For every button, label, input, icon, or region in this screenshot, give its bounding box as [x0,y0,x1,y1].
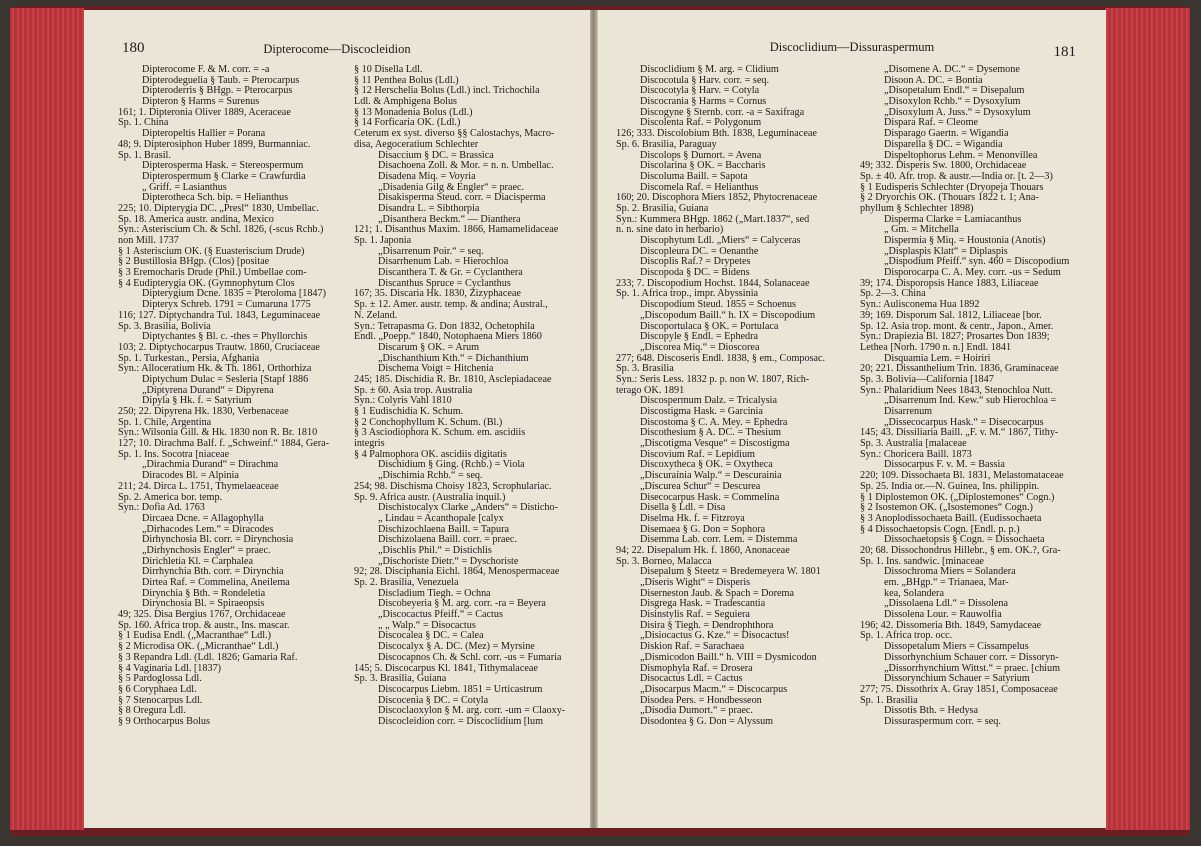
entry-line: Disperma Clarke = Lamiacanthus [884,213,1022,225]
entry-line: disa, Aegoceratium Schlechter [354,138,479,150]
entry-line: 211; 24. Dirca L. 1751, Thymelaeaceae [118,480,279,492]
entry-line: Diserneston Jaub. & Spach = Dorema [640,587,794,599]
entry-line: Discoclaoxylon § M. arg. corr. -um = Claoxy- [378,705,566,717]
entry-line: „Diseris Wight“ = Disperis [640,577,751,588]
entry-line: Dipterosperma Hask. = Stereospermum [142,160,304,172]
entry-line: „Disopetalum Endl.“ = Disepalum [884,85,1025,97]
left-running-head: Dipterocome—Discocleidion [263,42,411,56]
entry-line: „Dissolaena Ldl.“ = Dissolena [884,598,1009,610]
entry-line: Disporocarpa C. A. Mey. corr. -us = Sedum [884,267,1061,279]
entry-line: § 2 Microdisa OK. („Micranthae“ Ldl.) [118,641,279,653]
entry-line: „ Lindau = Acanthopale [calyx [378,512,504,524]
entry-line: Disepalum § Steetz = Bredemeyera W. 1801 [640,566,821,578]
entry-line: „Disarrenum Poir.“ = seq. [378,245,484,257]
entry-line: „Disocarpus Macm.“ = Discocarpus [640,683,788,695]
entry-line: Discocotula § Harv. corr. = seq. [640,74,769,86]
entry-line: Discoplis Raf.? = Drypetes [640,256,751,268]
right-page [597,10,1106,828]
entry-line: Disella § Ldl. = Disa [640,502,726,514]
entry-line: § 3 Eremocharis Drude (Phil.) Umbellae com- [118,267,307,279]
entry-line: § 4 Dissochaetopsis Cogn. [Endl. p. p.) [860,523,1020,535]
entry-line: § 3 Anoplodissochaeta Baill. (Eudissochaeta [860,512,1042,524]
entry-line: „Discorea Miq.“ = Dioscorea [640,341,760,353]
entry-line: § 4 Palmophora OK. ascidiis digitatis [354,448,507,460]
entry-line: Discolenta Raf. = Polygonum [640,117,762,129]
entry-line: § 1 Asteriscium OK. (§ Euasteriscium Drude) [118,245,305,257]
entry-line: non Mill. 1737 [118,235,179,246]
entry-line: Dissocarpus F. v. M. = Bassia [884,459,1005,471]
entry-line: Syn.: Kummera BHgp. 1862 („Mart.1837“, sed [616,213,810,225]
entry-line: 126; 333. Discolobium Bth. 1838, Leguminaceae [616,128,817,140]
entry-line: Dipteryx Schreb. 1791 = Cumaruna 1775 [142,299,311,311]
entry-line: 161; 1. Dipteronia Oliver 1889, Aceraceae [118,106,291,118]
entry-line: Sp. 1. Ins. Socotra [niaceae [118,448,230,460]
entry-line: Sp. 3. Borneo, Malacca [616,555,712,567]
entry-line: N. Zeland. [354,309,398,321]
entry-line: Ceterum ex syst. diverso §§ Calostachys, Macro- [354,128,555,140]
entry-line: 49; 325. Disa Bergius 1767, Orchidaceae [118,609,286,621]
entry-line: Dischema Voigt = Hitchenia [378,363,494,375]
entry-line: § 1 Eudisa Endl. („Macranthae“ Ldl.) [118,630,272,642]
entry-line: „Dirhacodes Lem.“ = Diracodes [142,523,274,535]
entry-line: „Disodia Dumort.“ = praec. [640,705,753,717]
entry-line: Sp. 1. Japonia [354,235,412,246]
entry-line: „Dispodium Pfeiff.“ syn. 460 = Discopodium [884,256,1070,268]
entry-line: „Dischanthium Kth.“ = Dichanthium [378,352,529,364]
entry-line: Disodea Pers. = Hondbesseon [640,694,762,706]
entry-line: Sp. ± 40. Afr. trop. & austr.—India or. [t. 2—3) [860,170,1053,182]
book-gutter [590,10,597,828]
entry-line: 39; 174. Disporopsis Hance 1883, Liliaceae [860,277,1039,289]
entry-line: Sp. ± 12. Amer. austr. temp. & andina; Austral., [354,299,548,311]
entry-line: § 1 Eudisperis Schlechter (Dryopeja Thouars [860,181,1044,193]
entry-line: Endl. „Poepp.“ 1840, Notophaena Miers 1860 [354,331,542,343]
entry-line: 103; 2. Diptychocarpus Trautw. 1860, Cruciaceae [118,341,320,353]
entry-line: Dirichletia Kl. = Carphalea [142,555,253,567]
entry-line: Disandra L. = Sibthorpia [378,202,480,214]
entry-line: 39; 169. Disporum Sal. 1812, Liliaceae [bor. [860,309,1042,321]
entry-line: „Disanthera Beckm.“ — Dianthera [378,213,521,225]
left-column-2 [354,65,586,728]
entry-line: Sp. ± 60. Asia trop. Australia [354,384,473,396]
entry-line: Discocarpus Liebm. 1851 = Urticastrum [378,683,543,695]
entry-line: Dipteron § Harms = Surenus [142,96,260,108]
entry-line: 220; 109. Dissochaeta Bl. 1831, Melastomataceae [860,470,1064,482]
left-page [84,10,591,828]
entry-line: Disecocarpus Hask. = Commelina [640,491,780,503]
entry-line: 49; 332. Disperis Sw. 1800, Orchidaceae [860,160,1027,172]
entry-line: „Disoxylum A. Juss.“ = Dysoxylum [884,106,1031,118]
entry-line: „Discopodum Baill.“ h. IX = Discopodium [640,309,816,321]
entry-line: em. „BHgp.“ = Trianaea, Mar- [884,577,1009,588]
entry-line: phyllum § Schlechter 1898) [860,202,974,214]
entry-line: § 2 Bustillosia BHgp. (Clos) [positae [118,256,270,268]
entry-line: Sp. 1. Africa trop. occ. [860,630,953,642]
entry-line: Discocalyx § A. DC. (Mez) = Myrsine [378,641,535,653]
entry-line: kea, Solandera [884,587,944,599]
entry-line: Discladium Tiegh. = Ochna [378,587,491,599]
entry-line: Dirynchia § Bth. = Rondeletia [142,587,266,599]
entry-line: n. n. sine dato in herbario) [616,224,724,236]
entry-line: Discomela Raf. = Helianthus [640,181,759,193]
entry-line: „Dischlis Phil.“ = Distichlis [378,544,492,556]
entry-line: „Dischoriste Dietr.“ = Dyschoriste [378,555,519,567]
entry-line: „Dismicodon Baill.“ h. VIII = Dysmicodon [640,651,817,663]
entry-line: Discarum § OK. = Arum [378,341,480,353]
entry-line: Dissolena Lour. = Rauwolfia [884,609,1002,621]
entry-line: Syn.: Drapiezia Bl. 1827; Prosartes Don 1839; [860,331,1050,343]
entry-line: Discanthus Spruce = Cyclanthus [378,277,511,289]
entry-line: Syn.: Seris Less. 1832 p. p. non W. 1807, Rich- [616,373,810,385]
right-page-header [598,40,1106,62]
entry-line: Sp. 3. Bolivia—California [1847 [860,373,994,385]
entry-line: Disgrega Hask. = Tradescantia [640,598,766,610]
left-column-1 [118,65,348,728]
entry-line: 245; 185. Dischidia R. Br. 1810, Asclepiadaceae [354,373,552,385]
entry-line: Discophytum Ldl. „Miers“ = Calyceras [640,235,801,246]
entry-line: Disadena Miq. = Voyria [378,170,476,182]
entry-line: „Discotigma Vesque“ = Discostigma [640,438,790,450]
entry-line: Discospermum Dalz. = Tricalysia [640,395,778,407]
entry-line: Disachoena Zoll. & Mor. = n. n. Umbellac. [378,160,554,172]
entry-line: Syn.: Tetrapasma G. Don 1832, Ochetophila [354,320,535,332]
right-column-1 [616,65,852,728]
entry-line: Syn.: Colyris Vahl 1810 [354,395,452,407]
entry-line: terago OK. 1891 [616,384,685,396]
entry-line: Discostoma § C. A. Mey. = Ephedra [640,416,788,428]
entry-line: Dismophyla Raf. = Drosera [640,662,753,674]
entry-line: Sp. 25. India or.—N. Guinea, Ins. philippin. [860,480,1040,492]
entry-line: Dischidium § Ging. (Rchb.) = Viola [378,459,525,471]
entry-line: Sp. 12. Asia trop. mont. & centr., Japon., Amer. [860,320,1054,332]
entry-line: „Dischimia Rchb.“ = seq. [378,470,483,482]
left-page-number: 180 [122,40,145,56]
page-edges-right [1105,8,1190,830]
entry-line: Disarrhenum Lab. = Hierochloa [378,256,509,268]
open-book [10,6,1190,836]
entry-line: Discogyne § Sternb. corr. -a = Saxifraga [640,106,805,118]
entry-line: Diptychum Dulac = Sesleria [Stapf 1886 [142,373,309,385]
entry-line: 121; 1. Disanthus Maxim. 1866, Hamamelidaceae [354,224,559,236]
entry-line: Sp. 1. Brasil. [118,149,171,161]
entry-line: § 14 Forficaria OK. (Ldl.) [354,117,461,129]
entry-line: § 13 Monadenia Bolus (Ldl.) [354,106,473,118]
entry-line: Dipteropeltis Hallier = Porana [142,128,266,140]
entry-line: 20; 68. Dissochondrus Hillebr., § em. OK.?, Gra- [860,544,1061,556]
entry-line: Dissorhynchium Schauer corr. = Dissoryn- [884,651,1059,663]
entry-line: „Discuraínia Walp.“ = Descurainia [640,470,782,482]
right-running-head: Discoclidium—Dissuraspermum [769,40,935,54]
entry-line: Diracodes Bl. = Alpinia [142,470,239,482]
entry-line: Sp. 2—3. China [860,288,926,300]
entry-line: Syn.: Aulisconema Hua 1892 [860,299,980,311]
entry-line: § 3 Repandra Ldl. (Ldl. 1826; Gamaria Raf. [118,651,298,663]
entry-line: Dischizolaena Baill. corr. = praec. [378,534,517,546]
entry-line: Disocactus Ldl. = Cactus [640,673,743,685]
entry-line: Discoclidium § M. arg. = Clidium [640,65,779,75]
entry-line: Discocleidion corr. = Discoclidium [lum [378,715,544,727]
entry-line: § 9 Orthocarpus Bolus [118,715,210,727]
entry-line: Dissuraspermum corr. = seq. [884,715,1001,727]
entry-line: Dissopetalum Miers = Cissampelus [884,641,1029,653]
entry-line: Sp. 3. Brasilia [616,363,674,375]
entry-line: § 4 Vaginaria Ldl. [1837) [118,662,222,674]
entry-line: Dirtea Raf. = Commelina, Aneilema [142,577,290,588]
entry-line: 116; 127. Diptychandra Tul. 1843, Leguminaceae [118,309,321,321]
entry-line: § 8 Oregura Ldl. [118,705,186,717]
entry-line: Syn.: Dofia Ad. 1763 [118,502,205,514]
entry-line: Discostigma Hask. = Garcinia [640,406,763,417]
entry-line: integris [354,438,385,450]
entry-line: § 12 Herschelia Bolus (Ldl.) incl. Trichochila [354,85,540,97]
entry-line: „Displaspis Klatt“ = Diplaspis [884,245,1008,257]
left-page-header [84,40,590,62]
entry-line: § 3 Asciodiophora K. Schum. em. ascidiis [354,427,526,439]
entry-line: 160; 20. Discophora Miers 1852, Phytocrenaceae [616,192,818,204]
entry-line: Dissochroma Miers = Solandera [884,566,1016,578]
entry-line: 94; 22. Disepalum Hk. f. 1860, Anonaceae [616,544,790,556]
entry-line: Dissotis Bth. = Hedysa [884,705,979,717]
entry-line: „Discurea Schur“ = Descurea [640,480,761,492]
right-column-2 [860,65,1100,728]
entry-line: 167; 35. Discaria Hk. 1830, Zizyphaceae [354,288,521,300]
entry-line: Disparella § DC. = Wigandia [884,138,1003,150]
entry-line: „Disadenia Gilg & Engler“ = praec. [378,181,525,193]
entry-line: § 11 Penthea Bolus (Ldl.) [354,74,459,86]
entry-line: Sp. 1. Ins. sandwic. [minaceae [860,555,984,567]
entry-line: Discoluma Baill. = Sapota [640,170,748,182]
entry-line: 127; 10. Dirachma Balf. f. „Schweinf.“ 1884, Gera- [118,438,330,450]
entry-line: Discoxytheca § OK. = Oxytheca [640,459,773,471]
entry-line: Disarrenum [884,406,933,417]
entry-line: Discanthera T. & Gr. = Cyclanthera [378,267,523,279]
entry-line: Syn.: Alloceratium Hk. & Th. 1861, Orthorhiza [118,363,312,375]
entry-line: „Dirhynchosis Engler“ = praec. [142,544,271,556]
entry-line: Dipterygium Dcne. 1835 = Pteroloma [1847) [142,288,326,300]
entry-line: Discobeyeria § M. arg. corr. -ra = Beyera [378,598,546,610]
page-edges-left [10,8,84,830]
entry-line: Discocapnos Ch. & Schl. corr. -us = Fumaria [378,651,562,663]
entry-line: Sp. 3. Brasilia, Bolivia [118,320,211,332]
entry-line: Disoon A. DC. = Bontia [884,74,983,86]
entry-line: Dispeltophorus Lehm. = Menonvillea [884,149,1038,161]
entry-line: „ Gm. = Mitchella [884,224,959,236]
entry-line: 277; 75. Dissothrix A. Gray 1851, Composaceae [860,683,1058,695]
entry-line: Sp. 18. America austr. andina, Mexico [118,213,274,225]
entry-line: „Discocactus Pfeiff.“ = Cactus [378,609,503,621]
entry-line: Dispermia § Miq. = Houstonia (Anotis) [884,235,1046,246]
entry-line: Sp. 3. Brasilia, Guiana [354,673,447,685]
entry-line: 20; 221. Dissanthelium Trin. 1836, Gramínaceae [860,363,1059,375]
entry-line: Sp. 1. Africa trop., impr. Abyssinia [616,288,759,300]
entry-line: 277; 648. Discoseris Endl. 1838, § em., Composac. [616,352,826,364]
entry-line: Discoportulaca § OK. = Portulaca [640,320,779,332]
entry-line: § 4 Eudipterygia OK. (Gymnophytum Clos [118,277,295,289]
entry-line: 48; 9. Dipterosiphon Huber 1899, Burmanniac. [118,138,311,150]
entry-line: Dipteroderris § BHgp. = Pterocarpus [142,85,293,97]
entry-line: Diskion Raf. = Sarachaea [640,641,745,653]
entry-line: Dipyla § Hk. f. = Satyrium [142,395,252,407]
entry-line: Sp. 6. Brasilia, Paraguay [616,138,717,150]
entry-line: Dipterotheca Sch. bip. = Helianthus [142,192,289,204]
entry-line: 254; 98. Dischisma Choisy 1823, Scrophulariac. [354,480,552,492]
entry-line: Discopodium Steud. 1855 = Schoenus [640,299,797,311]
entry-line: 145; 5. Discocarpus Kl. 1841, Tithymalaceae [354,662,538,674]
entry-line: „Dissecocarpus Hask.“ = Disecocarpus [884,416,1044,428]
entry-line: Sp. 1. China [118,117,169,129]
entry-line: „Diptyrena Durand“ = Dipyrena [142,384,274,396]
entry-line: Discovium Raf. = Lepidium [640,448,755,460]
entry-line: Sp. 2. Brasilia, Venezuela [354,577,459,588]
entry-line: § 1 Eudischidia K. Schum. [354,406,464,417]
entry-line: Dispara Raf. = Cleome [884,117,979,129]
entry-line: Discolops § Dumort. = Avena [640,149,762,161]
entry-line: „Disarrenum Ind. Kew.“ sub Hierochloa = [884,395,1057,407]
entry-line: Discopleura DC. = Oenanthe [640,245,759,257]
entry-line: Disaccium § DC. = Brassica [378,149,494,161]
entry-line: Sp. 160. Africa trop. & austr., Ins. mascar. [118,619,290,631]
entry-line: 250; 22. Dipyrena Hk. 1830, Verbenaceae [118,406,289,417]
entry-line: 196; 42. Dissomeria Bth. 1849, Samydaceae [860,619,1042,631]
entry-line: Dipterocome F. & M. corr. = -a [142,65,270,75]
entry-line: Discothesium § A. DC. = Thesium [640,427,782,439]
entry-line: Disakisperma Steud. corr. = Diacisperma [378,192,546,204]
entry-line: § 2 Isostemon OK. („Isostemones“ Cogn.) [860,502,1033,514]
entry-line: Sp. 1. Brasilia [860,694,918,706]
entry-line: 92; 28. Disciphania Eichl. 1864, Menospermaceae [354,566,560,578]
entry-line: Dischistocalyx Clarke „Anders“ = Disticho- [378,502,559,514]
entry-line: Sp. 3. Australia [malaceae [860,438,967,450]
entry-line: Discocotyla § Harv. = Cotyla [640,85,760,97]
entry-line: Syn.: Choricera Baill. 1873 [860,448,972,460]
entry-line: „ „ Walp.“ = Disocactus [378,619,476,631]
entry-line: Disemaea § G. Don = Sophora [640,523,766,535]
entry-line: Diptychantes § Bl. c. -thes = Phyllorchis [142,331,308,343]
entry-line: „Disiocactus G. Kze.“ = Disocactus! [640,630,790,642]
entry-line: Discopoda § DC. = Bidens [640,267,750,279]
entry-line: 233; 7. Discopodium Hochst. 1844, Solanaceae [616,277,810,289]
entry-line: 225; 10. Dipterygia DC. „Presl“ 1830, Umbellac. [118,202,319,214]
entry-line: Dirrhynchia Bth. corr. = Dirynchia [142,566,284,578]
entry-line: Disquamia Lem. = Hoiriri [884,352,991,364]
entry-line: Disinstylis Raf. = Seguiera [640,609,750,621]
entry-line: Dipterodeguelia § Taub. = Pterocarpus [142,74,300,86]
entry-line: Disemma Lab. corr. Lem. = Distemma [640,534,798,546]
entry-line: „Dissorrhynchium Wittst.“ = praec. [chium [884,662,1061,674]
entry-line: § 1 Diplostemon OK. („Diplostemones“ Cogn.) [860,491,1055,503]
entry-line: Sp. 2. America bor. temp. [118,491,223,503]
entry-line: Dipterospermum § Clarke = Crawfurdia [142,170,306,182]
entry-line: „Disomene A. DC.“ = Dysemone [884,65,1020,75]
entry-line: Lethea [Norh. 1790 n. n.] Endl. 1841 [860,341,1012,353]
entry-line: Syn.: Asteriscium Ch. & Schl. 1826, (-scus Rchb.) [118,224,324,236]
entry-line: Sp. 1. Chile, Argentina [118,416,212,428]
entry-line: Discocenia § DC. = Cotyla [378,694,489,706]
entry-line: Diselma Hk. f. = Fitzroya [640,512,745,524]
entry-line: § 7 Stenocarpus Ldl. [118,694,203,706]
entry-line: 145; 43. Dissiliaria Baill. „F. v. M.“ 1867, Tithy- [860,427,1059,439]
entry-line: Disparago Gaertn. = Wigandia [884,128,1009,140]
entry-line: „ Griff. = Lasianthus [142,181,227,193]
entry-line: Sp. 2. Brasilia, Guiana [616,202,709,214]
entry-line: § 2 Dryorchis OK. (Thouars 1822 t. 1; Ana- [860,192,1039,204]
entry-line: Dischizochlaena Baill. = Tapura [378,523,510,535]
entry-line: Dirynchosia Bl. = Spiraeopsis [142,598,265,610]
right-page-number: 181 [1053,44,1076,60]
entry-line: Dircaea Dcne. = Allagophylla [142,512,264,524]
entry-line: Discolarina § OK. = Baccharis [640,160,766,172]
entry-line: § 6 Coryphaea Ldl. [118,683,197,695]
entry-line: Dissochaetopsis § Cogn. = Dissochaeta [884,534,1045,546]
entry-line: Dissorynchium Schauer = Satyrium [884,673,1030,685]
entry-line: § 5 Pardoglossa Ldl. [118,673,202,685]
entry-line: Syn.: Phalaridium Nees 1843, Stenochloa Nutt. [860,384,1053,396]
entry-line: Discocalea § DC. = Calea [378,630,484,642]
entry-line: Disodontea § G. Don = Alyssum [640,715,774,727]
entry-line: Syn.: Wilsonia Gill. & Hk. 1830 non R. Br. 1810 [118,427,318,439]
entry-line: Discopyle § Endl. = Ephedra [640,331,759,343]
entry-line: § 10 Disella Ldl. [354,65,423,75]
entry-line: Sp. 1. Turkestan., Persia, Afghania [118,352,260,364]
entry-line: „Dirachmia Durand“ = Dirachma [142,459,279,471]
entry-line: Dirhynchosia Bl. corr. = Dirynchosia [142,534,294,546]
entry-line: Disira § Tiegh. = Dendrophthora [640,619,774,631]
entry-line: Ldl. & Amphigena Bolus [354,96,458,108]
entry-line: „Disoxylon Rchb.“ = Dysoxylum [884,96,1021,108]
entry-line: Sp. 9. Africa austr. (Australia inquil.) [354,491,506,503]
entry-line: § 2 Conchophyllum K. Schum. (Bl.) [354,416,503,428]
entry-line: Discocrania § Harms = Cornus [640,96,767,108]
